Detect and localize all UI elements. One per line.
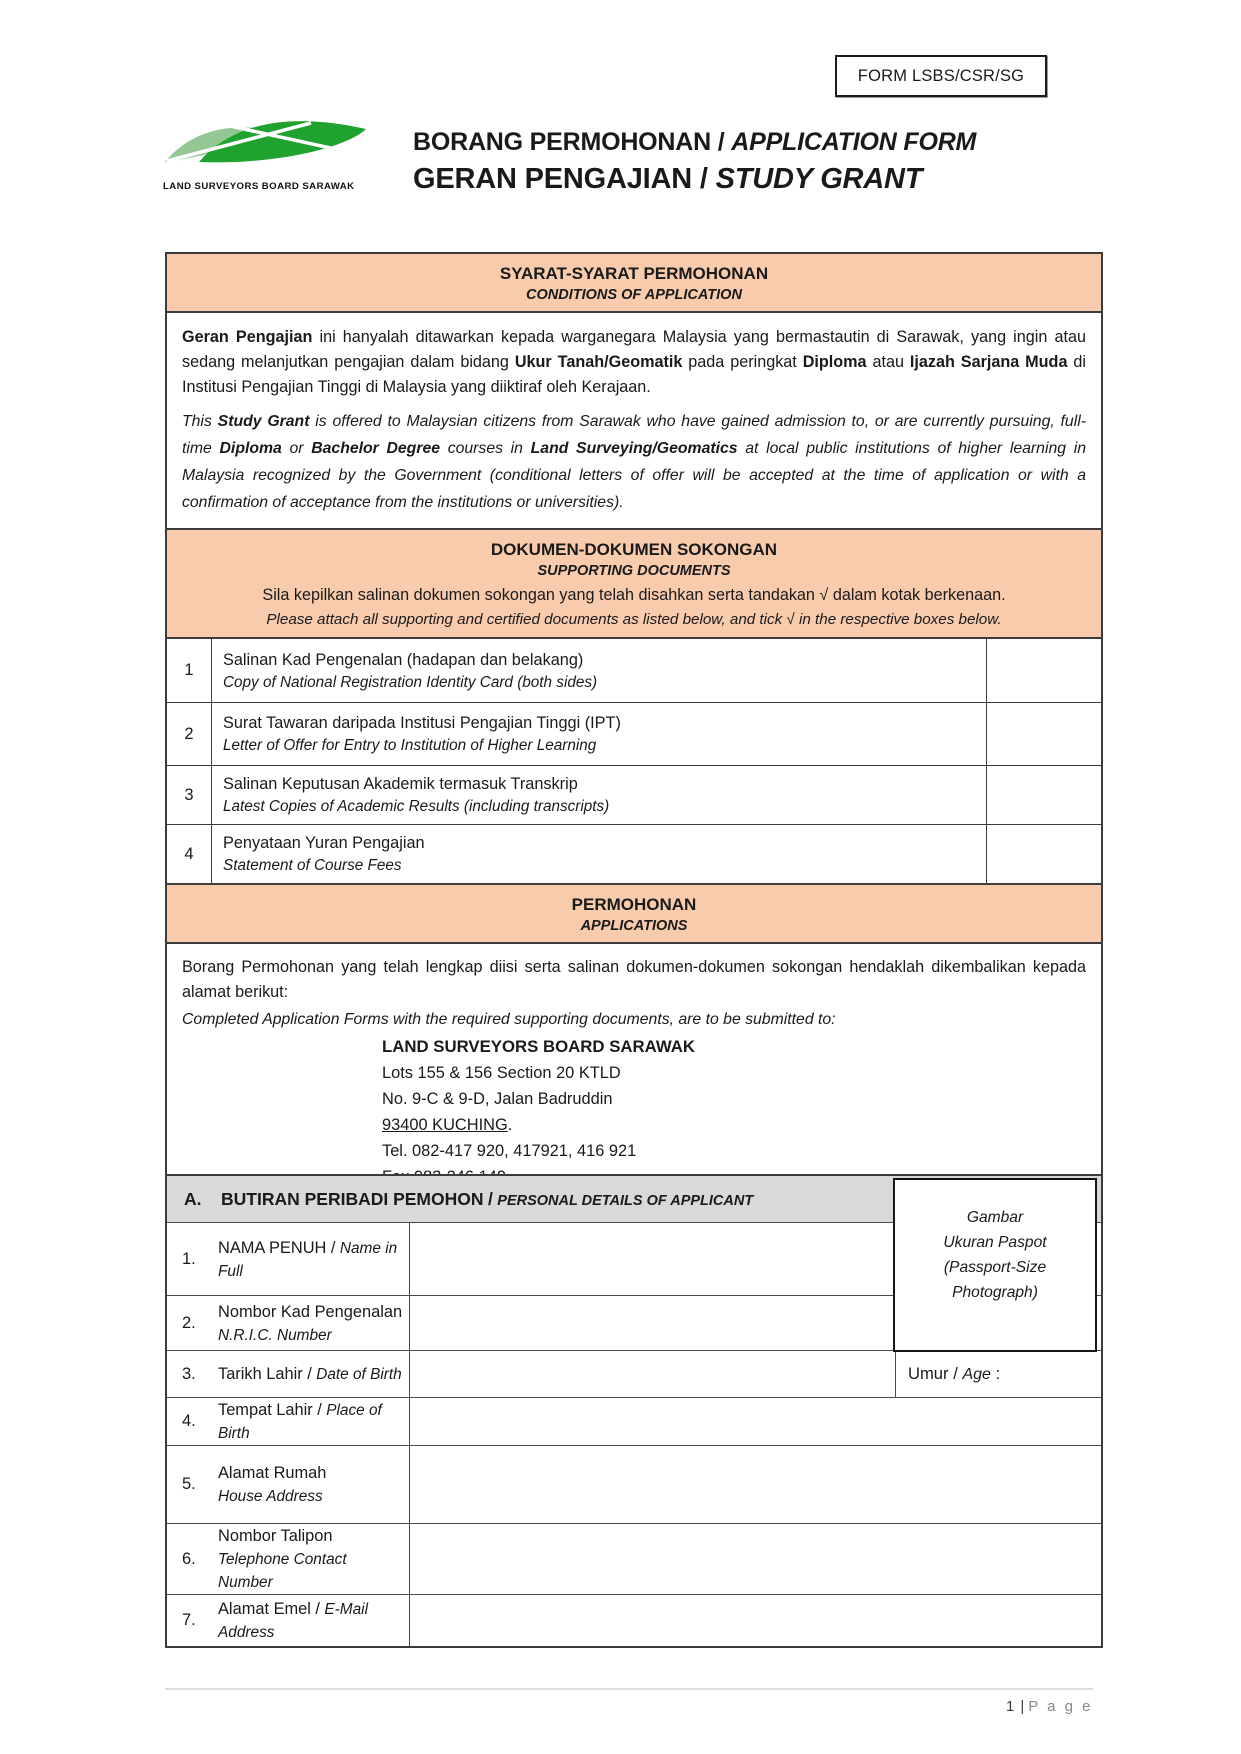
section-a-slash: / (487, 1188, 493, 1209)
doc-1-checkbox-cell[interactable] (986, 639, 1101, 702)
documents-heading-en: SUPPORTING DOCUMENTS (537, 563, 731, 579)
page-footer (165, 1698, 1093, 1715)
field-1-number: 1. (182, 1249, 196, 1268)
field-6-text (218, 1524, 409, 1594)
field-5-label (167, 1446, 410, 1523)
address-line-2: No. 9-C & 9-D, Jalan Badruddin (382, 1090, 613, 1108)
house-address-input-cell[interactable] (410, 1446, 1101, 1523)
documents-header (167, 528, 1101, 639)
form-code-box (835, 55, 1047, 97)
doc-4-number: 4 (167, 825, 212, 883)
field-row-address (167, 1445, 1101, 1523)
doc-3-text-my: Salinan Keputusan Akademik termasuk Transkrip (223, 775, 578, 793)
age-slash: / (953, 1364, 958, 1383)
footer-page-number: 1 (1005, 1698, 1017, 1715)
doc-2-description (212, 703, 986, 765)
field-5-text (218, 1461, 409, 1508)
photo-label-line4: Photograph) (952, 1284, 1038, 1301)
field-4-label (167, 1398, 410, 1445)
doc-1-description (212, 639, 986, 702)
address-org-name: LAND SURVEYORS BOARD SARAWAK (382, 1037, 695, 1056)
field-row-email (167, 1594, 1101, 1646)
field-5-number: 5. (182, 1475, 196, 1493)
passport-photo-box[interactable] (893, 1178, 1097, 1352)
conditions-paragraph-my: Geran Pengajian ini hanyalah ditawarkan kepada warganegara Malaysia yang bermastautin di Sarawak, yang ingin atau sedang melanjutkan pengajian dalam bidang Ukur Tanah/Geomatik pada peringkat Diploma atau Ijazah Sarjana Muda di Institusi Pengajian Tinggi di Malaysia yang diiktiraf oleh Kerajaan. (182, 328, 1086, 396)
field-6-number: 6. (182, 1549, 196, 1568)
address-city-period: . (507, 1116, 513, 1134)
field-1-my: NAMA PENUH (218, 1238, 327, 1257)
conditions-body (167, 313, 1101, 528)
applications-header (167, 883, 1101, 944)
document-row-3 (167, 765, 1101, 824)
doc-2-text-en: Letter of Offer for Entry to Institution of Higher Learning (223, 737, 597, 754)
doc-4-description (212, 825, 986, 883)
conditions-heading-en: CONDITIONS OF APPLICATION (526, 287, 742, 303)
address-telephone: Tel. 082-417 920, 417921, 416 921 (382, 1142, 637, 1160)
conditions-header (167, 254, 1101, 313)
doc-2-text-my: Surat Tawaran daripada Institusi Pengajian Tinggi (IPT) (223, 714, 621, 732)
section-a-heading-my: BUTIRAN PERIBADI PEMOHON (221, 1188, 484, 1209)
field-7-number: 7. (182, 1611, 196, 1629)
photo-label-line3: (Passport-Size (943, 1259, 1047, 1276)
title-line-2 (413, 163, 976, 196)
form-code-text: FORM LSBS/CSR/SG (857, 66, 1025, 85)
age-cell[interactable] (895, 1351, 1101, 1397)
document-row-2 (167, 702, 1101, 765)
field-4-text (218, 1398, 409, 1445)
field-4-number: 4. (182, 1412, 196, 1430)
doc-3-description (212, 766, 986, 824)
field-1-en: Name in Full (218, 1239, 398, 1280)
doc-4-text-my: Penyataan Yuran Pengajian (223, 834, 425, 852)
field-7-slash: / (315, 1600, 320, 1618)
field-4-my: Tempat Lahir (218, 1401, 313, 1419)
doc-3-checkbox-cell[interactable] (986, 766, 1101, 824)
title-line1-en: APPLICATION FORM (731, 128, 977, 156)
dob-input-cell[interactable] (410, 1351, 895, 1397)
section-a-letter: A. (184, 1188, 202, 1209)
documents-note-my: Sila kepilkan salinan dokumen sokongan yang telah disahkan serta tandakan √ dalam kotak berkenaan. (262, 586, 1006, 604)
field-6-en: Telephone Contact Number (218, 1551, 347, 1591)
documents-heading-my: DOKUMEN-DOKUMEN SOKONGAN (490, 540, 778, 559)
submission-address (382, 1034, 1086, 1190)
field-7-my: Alamat Emel (218, 1600, 311, 1618)
field-3-slash: / (307, 1365, 312, 1383)
field-2-my: Nombor Kad Pengenalan (218, 1302, 403, 1321)
doc-3-number: 3 (167, 766, 212, 824)
field-2-number: 2. (182, 1313, 196, 1332)
doc-3-text-en: Latest Copies of Academic Results (including transcripts) (223, 798, 610, 815)
field-1-slash: / (330, 1238, 336, 1257)
address-line-1: Lots 155 & 156 Section 20 KTLD (382, 1064, 621, 1082)
main-info-box (165, 252, 1103, 1206)
field-3-my: Tarikh Lahir (218, 1365, 303, 1383)
field-row-dob (167, 1350, 1101, 1397)
footer-divider (165, 1688, 1093, 1690)
section-a-heading (221, 1189, 753, 1210)
age-label-en: Age (962, 1365, 991, 1383)
org-logo (163, 112, 373, 192)
title-line-1 (413, 128, 976, 157)
address-line-3 (382, 1112, 1086, 1138)
photo-label-line2: Ukuran Paspot (943, 1234, 1047, 1251)
field-3-number: 3. (182, 1364, 196, 1383)
doc-2-checkbox-cell[interactable] (986, 703, 1101, 765)
section-a-heading-en: PERSONAL DETAILS OF APPLICANT (497, 1192, 754, 1209)
applications-text-en: Completed Application Forms with the required supporting documents, are to be submitted to: (182, 1011, 836, 1028)
documents-note-en: Please attach all supporting and certified documents as listed below, and tick √ in the respective boxes below. (266, 611, 1002, 628)
logo-hills-icon (163, 112, 369, 174)
title-slash: / (717, 128, 725, 156)
page-title (413, 128, 976, 196)
field-4-en: Place of Birth (218, 1402, 382, 1442)
field-5-en: House Address (218, 1488, 323, 1505)
conditions-paragraph-en: This Study Grant is offered to Malaysian citizens from Sarawak who have gained admission to, or are currently pursuing, full-time Diploma or Bachelor Degree courses in Land Surveying/Geomatics at local public institutions of higher learning in Malaysia recognized by the Government (conditional letters of offer will be accepted at the time of application or with a confirmation of acceptance from the institutions or universities). (182, 413, 1087, 511)
footer-separator: | (1020, 1698, 1025, 1715)
title-line2-en: STUDY GRANT (715, 163, 923, 195)
applications-heading-en: APPLICATIONS (580, 918, 688, 934)
photo-label-line1: Gambar (966, 1209, 1024, 1226)
field-3-label (167, 1351, 410, 1397)
conditions-heading-my: SYARAT-SYARAT PERMOHONAN (499, 264, 769, 283)
doc-1-text-my: Salinan Kad Pengenalan (hadapan dan belakang) (223, 650, 584, 669)
field-7-text (218, 1597, 409, 1644)
title-line2-my: GERAN PENGAJIAN (413, 163, 692, 195)
field-6-label (167, 1524, 410, 1594)
phone-input-cell[interactable] (410, 1524, 1101, 1594)
doc-4-text-en: Statement of Course Fees (223, 857, 402, 874)
field-4-slash: / (317, 1401, 322, 1419)
applications-heading-my: PERMOHONAN (571, 895, 697, 914)
field-3-text (218, 1362, 409, 1386)
field-row-phone (167, 1523, 1101, 1594)
address-city: 93400 KUCHING (382, 1116, 508, 1134)
doc-2-number: 2 (167, 703, 212, 765)
doc-4-checkbox-cell[interactable] (986, 825, 1101, 883)
field-row-birthplace (167, 1397, 1101, 1445)
field-6-my: Nombor Talipon (218, 1527, 333, 1545)
doc-1-text-en: Copy of National Registration Identity Card (both sides) (223, 673, 598, 691)
field-2-text (218, 1300, 409, 1347)
field-1-text (218, 1236, 409, 1283)
field-2-en: N.R.I.C. Number (218, 1326, 332, 1344)
title-slash-2: / (699, 163, 708, 195)
age-label-my: Umur (908, 1364, 949, 1383)
document-row-4 (167, 824, 1101, 883)
applications-text-my: Borang Permohonan yang telah lengkap diisi serta salinan dokumen-dokumen sokongan hendaklah dikembalikan kepada alamat berikut: (182, 958, 1086, 1001)
footer-page-label: P a g e (1028, 1698, 1093, 1715)
applications-body (167, 944, 1101, 1204)
logo-caption: LAND SURVEYORS BOARD SARAWAK (163, 181, 355, 192)
field-7-en: E-Mail Address (218, 1601, 368, 1641)
field-1-label (167, 1223, 410, 1295)
document-row-1 (167, 639, 1101, 702)
email-input-cell[interactable] (410, 1595, 1101, 1646)
age-colon: : (995, 1364, 1001, 1383)
field-2-label (167, 1296, 410, 1350)
field-3-en: Date of Birth (316, 1366, 402, 1383)
field-5-my: Alamat Rumah (218, 1464, 327, 1482)
title-line1-my: BORANG PERMOHONAN (413, 128, 711, 156)
field-7-label (167, 1595, 410, 1646)
doc-1-number: 1 (167, 639, 212, 702)
birthplace-input-cell[interactable] (410, 1398, 1101, 1445)
